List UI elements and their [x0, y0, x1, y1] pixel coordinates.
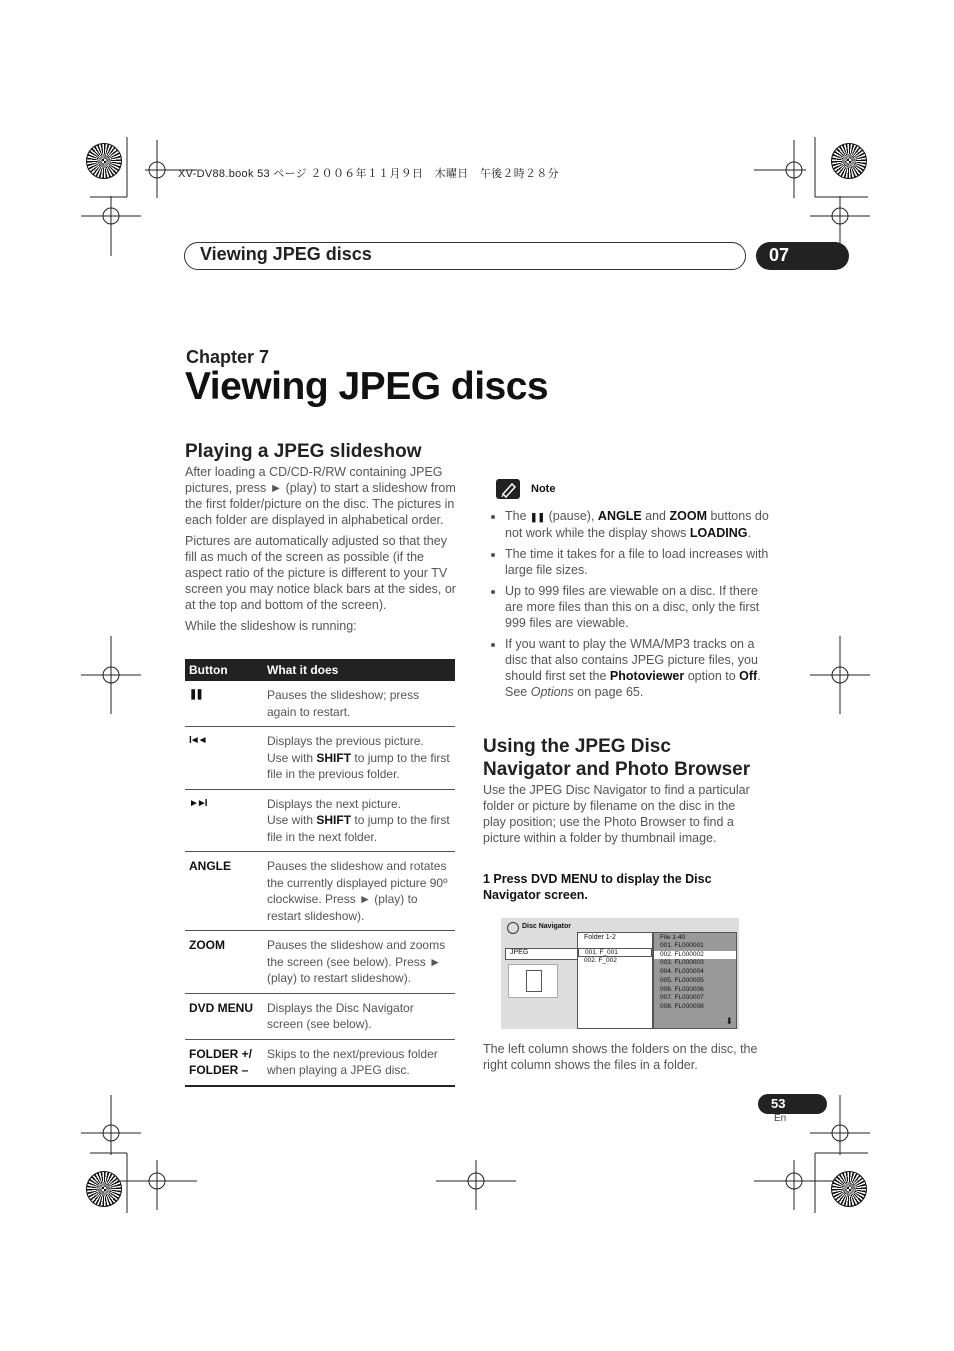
file-item[interactable]: 003. FL000003	[660, 959, 704, 967]
table-row	[185, 681, 455, 727]
file-item[interactable]: 007. FL000007	[660, 994, 704, 1002]
button-cell: ❚❚	[185, 681, 263, 727]
header-title: Viewing JPEG discs	[200, 244, 372, 264]
paragraph: After loading a CD/CD-R/RW containing JPEG pictures, press ► (play) to start a slideshow from the first folder/picture on the disc. The pictures in each folder are displayed in alphabetical order.	[185, 465, 456, 527]
paragraph: Pictures are automatically adjusted so that they fill as much of the screen as possible (if the aspect ratio of the picture is different to your TV screen you may notice black bars at the sides, or at the top and bottom of the screen).	[185, 534, 456, 612]
desc-cell: Displays the previous picture. Use with SHIFT to jump to the first file in the previous folder.	[263, 727, 455, 790]
screenshot-caption: The left column shows the folders on the disc, the right column shows the files in a folder.	[483, 1042, 758, 1072]
file-item[interactable]: 005. FL000005	[660, 976, 704, 984]
step-instruction: 1 Press DVD MENU to display the Disc Navigator screen.	[483, 872, 712, 902]
scroll-down-arrow-icon[interactable]: ⬇	[725, 1016, 733, 1026]
note-label: Note	[531, 483, 556, 495]
file-item[interactable]: 004. FL000004	[660, 968, 704, 976]
table-row	[185, 993, 455, 1039]
table-row	[185, 1039, 455, 1086]
button-cell: I◄◄	[185, 727, 263, 790]
desc-cell: Displays the next picture. Use with SHIFT to jump to the first file in the next folder.	[263, 789, 455, 852]
file-item[interactable]: 002. FL000002	[654, 951, 736, 960]
list-item: • Up to 999 files are viewable on a disc. If there are more files than this on a disc, only the first 999 files are viewable.	[505, 583, 773, 631]
chapter-label: Chapter 7	[186, 347, 270, 367]
chapter-number: 07	[769, 245, 790, 265]
desc-cell: Skips to the next/previous folder when playing a JPEG disc.	[263, 1039, 455, 1086]
button-table	[185, 659, 455, 1087]
note-pencil-icon	[496, 479, 520, 499]
page-number-badge	[758, 1094, 827, 1114]
list-item: • The time it takes for a file to load increases with large file sizes.	[505, 546, 773, 578]
desc-cell: Pauses the slideshow and rotates the currently displayed picture 90º clockwise. Press ► (play) to restart slideshow).	[263, 852, 455, 931]
print-info: XV-DV88.book 53 ページ ２００６年１１月９日 木曜日 午後２時２８分	[178, 168, 559, 180]
table-header: Button	[185, 659, 263, 681]
folder-item[interactable]: 001. F_001	[578, 948, 652, 957]
disc-icon	[507, 922, 519, 934]
table-row	[185, 789, 455, 852]
thumbnail	[508, 964, 558, 998]
folder-column	[577, 932, 653, 1029]
section-heading: Using the JPEG Disc Navigator and Photo Browser	[483, 736, 751, 780]
desc-cell: Pauses the slideshow; press again to restart.	[263, 681, 455, 727]
table-header: What it does	[263, 659, 455, 681]
desc-cell: Pauses the slideshow and zooms the screen (see below). Press ► (play) to restart slideshow).	[263, 931, 455, 994]
button-cell: ►►I	[185, 789, 263, 852]
button-cell: ZOOM	[185, 931, 263, 994]
note-list	[490, 508, 773, 705]
slideshow-section	[185, 440, 460, 639]
button-cell: DVD MENU	[185, 993, 263, 1039]
list-item: • The ❚❚ (pause), ANGLE and ZOOM buttons do not work while the display shows LOADING.	[505, 508, 773, 541]
type-field: JPEG	[505, 948, 579, 960]
file-header: File 1-40	[660, 934, 686, 941]
page-number: 53	[771, 1096, 786, 1111]
file-column	[653, 932, 737, 1029]
table-row	[185, 931, 455, 994]
folder-header: Folder 1-2	[584, 934, 616, 941]
list-item: • If you want to play the WMA/MP3 tracks on a disc that also contains JPEG picture files, you should first set the Photoviewer option to Off. See Options on page 65.	[505, 636, 773, 700]
file-item[interactable]: 006. FL000006	[660, 985, 704, 993]
folder-item[interactable]: 002. F_002	[584, 957, 617, 964]
file-item[interactable]: 001. FL000001	[660, 942, 704, 949]
chapter-number-badge	[756, 242, 849, 270]
section-heading: Playing a JPEG slideshow	[185, 441, 422, 462]
file-item[interactable]: 008. FL000008	[660, 1002, 704, 1010]
disc-navigator-screenshot	[501, 918, 739, 1029]
button-cell: FOLDER +/ FOLDER –	[185, 1039, 263, 1086]
screen-title: Disc Navigator	[522, 923, 572, 930]
desc-cell: Displays the Disc Navigator screen (see below).	[263, 993, 455, 1039]
page-title: Viewing JPEG discs	[185, 365, 549, 408]
table-row	[185, 727, 455, 790]
table-header-row	[185, 659, 455, 681]
table-row	[185, 852, 455, 931]
language-label: En	[774, 1113, 787, 1124]
button-cell: ANGLE	[185, 852, 263, 931]
paragraph: While the slideshow is running:	[185, 619, 357, 633]
paragraph: Use the JPEG Disc Navigator to find a particular folder or picture by filename on the disc in the play position; use the Photo Browser to find a picture within a folder by thumbnail image.	[483, 783, 750, 845]
